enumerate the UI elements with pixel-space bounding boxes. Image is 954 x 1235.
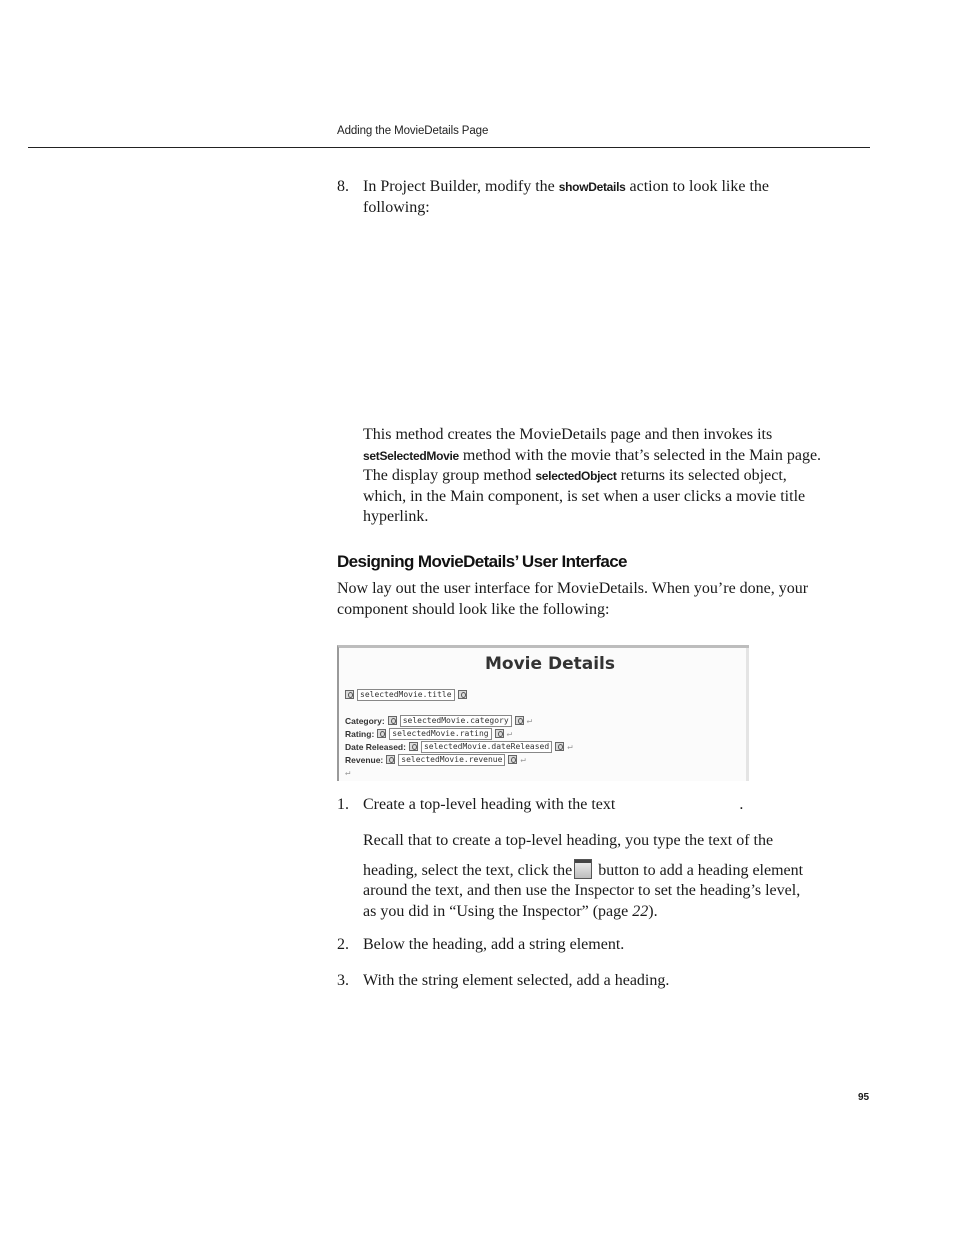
recall-line2-a: heading, select the text, click the — [363, 861, 573, 879]
explanation-line3-a: The display group method — [363, 467, 536, 484]
recall-line4-a: as you did in “Using the Inspector” (page — [363, 902, 633, 920]
step-2-text: Below the heading, add a string element. — [363, 936, 625, 953]
step-2 — [337, 935, 624, 956]
step-8-number: 8. — [337, 178, 349, 195]
return-icon: ↵ — [520, 754, 526, 765]
webobject-icon — [515, 716, 524, 725]
page-number: 95 — [858, 1092, 870, 1103]
return-icon: ↵ — [506, 728, 513, 739]
section-intro — [337, 579, 808, 620]
return-icon: ↵ — [567, 741, 573, 752]
intro-line1: Now lay out the user interface for MovieDetails. When you’re done, your — [337, 580, 809, 597]
step-3 — [337, 971, 669, 992]
row-binding: selectedMovie.revenue — [398, 754, 505, 766]
step-2-number: 2. — [337, 936, 349, 953]
code-showDetails: showDetails — [558, 180, 626, 194]
figure-title: Movie Details — [485, 654, 615, 674]
explanation-line1: This method creates the MovieDetails page and then invokes its — [363, 426, 773, 443]
return-icon: ↵ — [526, 715, 533, 726]
header-rule — [28, 147, 870, 148]
step-1-text: Create a top-level heading with the text — [363, 796, 616, 813]
webobject-icon — [495, 729, 504, 738]
webobject-icon — [386, 755, 395, 764]
webobject-icon — [555, 742, 564, 751]
step-1 — [337, 795, 743, 816]
recall-paragraph — [363, 831, 853, 922]
running-head: Adding the MovieDetails Page — [337, 125, 489, 137]
row-binding: selectedMovie.dateReleased — [421, 741, 552, 753]
row-binding: selectedMovie.category — [400, 715, 512, 727]
step-3-number: 3. — [337, 972, 349, 989]
step-8-line2: following: — [363, 198, 430, 216]
webobject-icon — [508, 755, 517, 764]
figure-row-rating — [345, 727, 512, 740]
row-label: Category: — [345, 715, 385, 726]
row-label: Rating: — [345, 728, 375, 739]
intro-line2: component should look like the following: — [337, 600, 610, 618]
row-label: Revenue: — [345, 754, 384, 765]
explanation-line4: which, in the Main component, is set when a user clicks a movie title — [363, 487, 806, 505]
heading-button-icon — [574, 859, 592, 879]
figure-scrollbar — [746, 648, 749, 781]
recall-line2-b: button to add a heading element — [594, 861, 804, 879]
step-3-text: With the string element selected, add a heading. — [363, 972, 670, 989]
step-1-period: . — [739, 796, 744, 813]
webobject-icon — [458, 690, 467, 699]
step-8 — [337, 177, 769, 218]
recall-line4-b: ). — [648, 902, 658, 920]
recall-line1: Recall that to create a top-level heading, you type the text of the — [363, 832, 774, 849]
step-1-number: 1. — [337, 796, 349, 813]
figure-row-date-released — [345, 740, 573, 753]
code-setSelectedMovie: setSelectedMovie — [363, 448, 459, 463]
explanation-line2: method with the movie that’s selected in the Main page. — [458, 446, 822, 464]
step-8-text-a: In Project Builder, modify the — [363, 178, 559, 195]
component-screenshot — [337, 645, 749, 781]
explanation-line5: hyperlink. — [363, 508, 429, 525]
section-heading: Designing MovieDetails’ User Interface — [337, 552, 627, 571]
webobject-icon — [388, 716, 397, 725]
figure-title-row — [345, 688, 467, 701]
row-label: Date Released: — [345, 741, 406, 752]
page-reference: 22 — [632, 902, 649, 920]
webobject-icon — [409, 742, 418, 751]
row-binding: selectedMovie.rating — [389, 728, 491, 740]
method-explanation — [363, 425, 853, 528]
explanation-line3-b: returns its selected object, — [616, 467, 787, 484]
webobject-icon — [377, 729, 386, 738]
step-8-text-b: action to look like the — [625, 178, 770, 195]
title-binding: selectedMovie.title — [357, 689, 455, 701]
figure-row-category — [345, 714, 532, 727]
figure-row-trailing — [345, 766, 350, 779]
code-selectedObject: selectedObject — [535, 469, 617, 483]
webobject-icon — [345, 690, 354, 699]
recall-line3: around the text, and then use the Inspector to set the heading’s level, — [363, 882, 801, 899]
return-icon: ↵ — [345, 767, 351, 778]
figure-row-revenue — [345, 753, 526, 766]
